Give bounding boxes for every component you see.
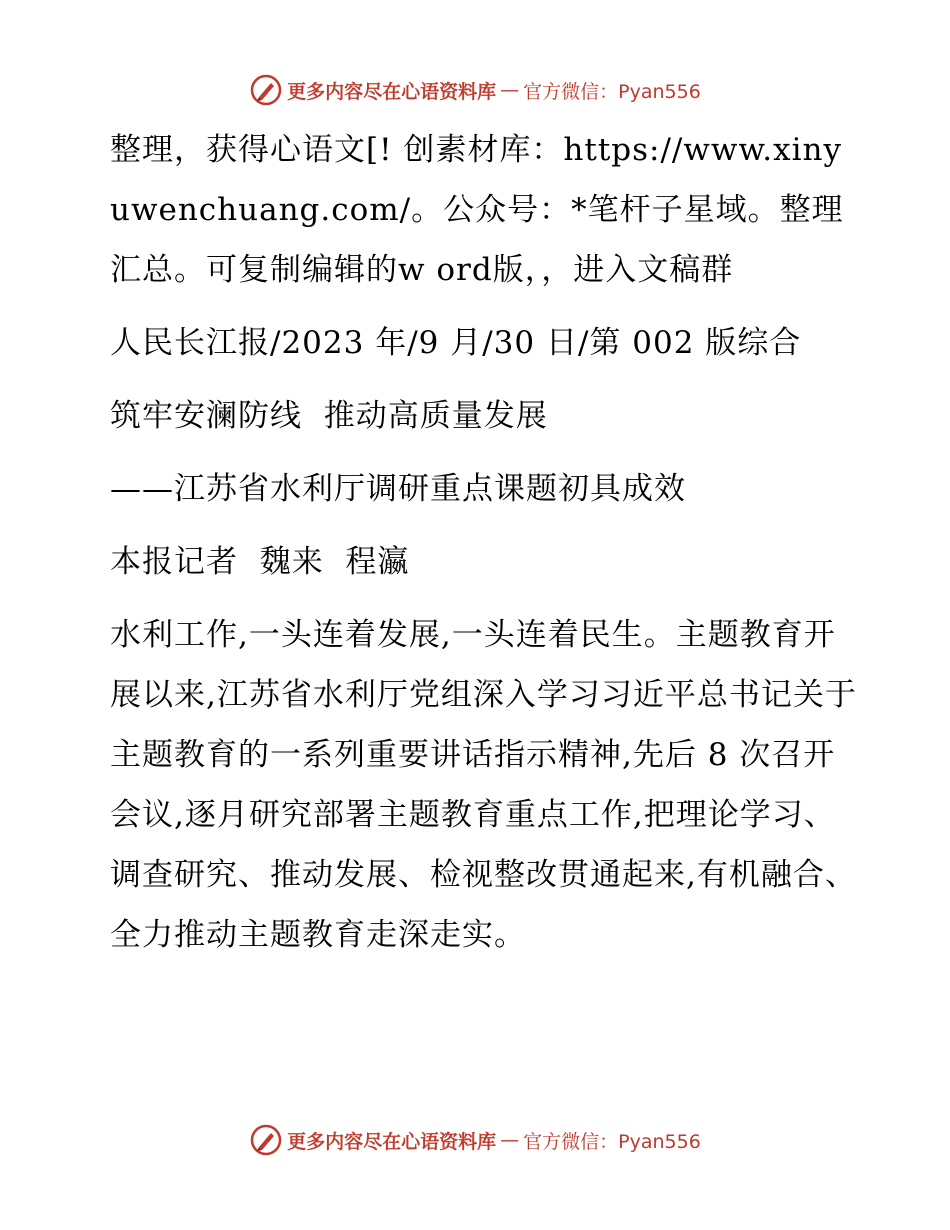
footer-banner: [0, 1120, 950, 1160]
pen-logo-icon: [249, 1123, 283, 1157]
banner-dash: —: [500, 79, 520, 101]
header-banner-inner: [249, 73, 701, 107]
byline: 本报记者 魏来 程瀛: [110, 544, 410, 580]
header-banner: [0, 70, 950, 110]
banner-dash: —: [500, 1129, 520, 1151]
banner-site-text: 更多内容尽在心语资料库: [287, 80, 497, 103]
document-content: [98, 120, 858, 965]
footer-banner-inner: [249, 1123, 701, 1157]
banner-wechat-text: 官方微信：Pyan556: [523, 1130, 701, 1153]
banner-wechat-text: 官方微信：Pyan556: [523, 80, 701, 103]
source-line: 人民长江报/2023 年/9 月/30 日/第 002 版综合: [110, 325, 802, 361]
intro-paragraph: 整理，获得心语文[! 创素材库：https://www.xinyuwenchuang.com/。公众号：*笔杆子星域。整理汇总。可复制编辑的w ord版，，进入文稿群: [110, 132, 844, 288]
article-subtitle: ——江苏省水利厅调研重点课题初具成效: [110, 471, 686, 507]
body-paragraph: 水利工作,一头连着发展,一头连着民生。主题教育开展以来,江苏省水利厅党组深入学习习近平总书记关于主题教育的一系列重要讲话指示精神,先后 8 次召开会议,逐月研究部署主题教育重点工作,把理论学习、调查研究、推动发展、检视整改贯通起来,有机融合、全力推动主题教育走深走实。: [110, 617, 857, 953]
banner-site-text: 更多内容尽在心语资料库: [287, 1130, 497, 1153]
article-title: 筑牢安澜防线 推动高质量发展: [110, 398, 548, 434]
pen-logo-icon: [249, 73, 283, 107]
